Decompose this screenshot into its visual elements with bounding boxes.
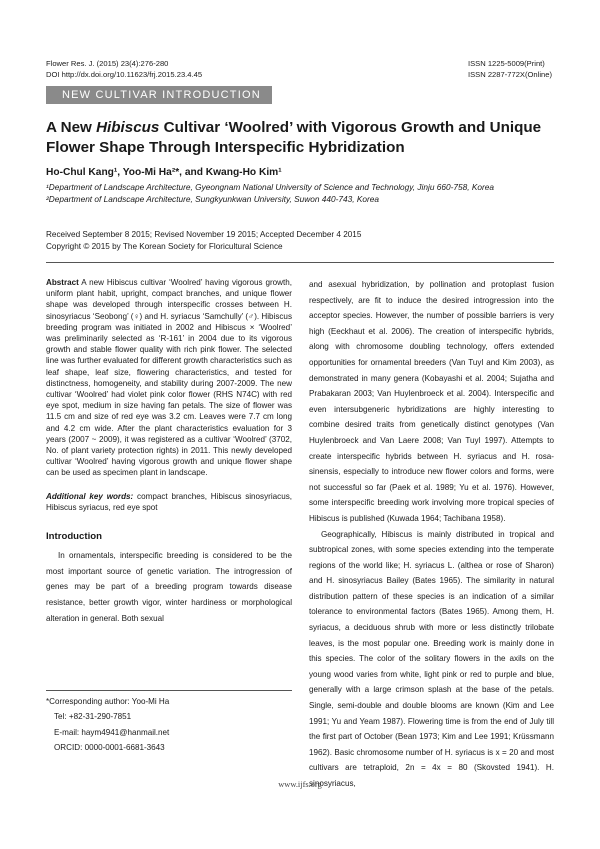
- author-phone: Tel: +82-31-290-7851: [54, 712, 132, 722]
- abstract-text: A new Hibiscus cultivar ‘Woolred’ having vigorous growth, uniform plant habit, upright, compact branches, and unique flower shape was developed through interspecific crosses between H. sinosyriacus ‘Seobong’ (♀) and H. syriacus ‘Samchully’ (♂). Hibiscus breeding program was initiated in 2002 and Hibiscus × ‘Woolred’ was preliminarily selected as ‘R-161’ in 2004 due to its vigorous growth and stable flower quality with rich pink flower. The selected line was further evaluated for different growth characteristics such as leaf shape, leaf size, flowering characteristics, and tested for distinctness, homogeneity, and stability during 2007-2009. The new cultivar ‘Woolred’ had violet pink color flower (RHS N74C) with red eye spot, medium in size having fan petals. The size of flower was 11.5 cm and size of red eye was 3.2 cm. Leaves were 7.7 cm long and 4.2 cm wide. After the plant characteristics evaluation for 3 years (2007 ~ 2009), it was registered as a cultivar ‘Woolred’ (3702, No. of plant variety protection rights) in 2011. This newly developed cultivar ‘Woolred’ having vigorous growth and unique flower shape can be used as specimen plant in landscape.: [46, 278, 292, 478]
- footer-url[interactable]: www.ijfs.org: [278, 780, 322, 789]
- keywords-label: Additional key words:: [46, 491, 134, 501]
- affiliation-1: ¹Department of Landscape Architecture, Gyeongnam National University of Science and Technology, Jinju 660-758, Korea: [46, 182, 494, 192]
- article-title: A New Hibiscus Cultivar ‘Woolred’ with Vigorous Growth and Unique Flower Shape Through Interspecific Hybridization: [46, 119, 542, 156]
- introduction-text: In ornamentals, interspecific breeding is considered to be the most important source of genetic variation. The introgression of genes may be part of a breeding program towards disease resistance, better growth vigor, winter hardiness or morphological alteration in general. Both sexual: [46, 551, 292, 623]
- article-type-banner: NEW CULTIVAR INTRODUCTION: [46, 86, 272, 104]
- right-paragraph-1: and asexual hybridization, by pollination and protoplast fusion respectively, are fit to induce the desired introgression into the acceptor species. However, the number of possible barriers is very high (Eeckhaut et al. 2006). The creation of interspecific hybrids, along with chromosome doubling technology, offers extended opportunities for ornamental breeders (Van Tuyl and Kim 2003), as demonstrated in many genera (Kobayashi et al. 2004; Sujatha and Prabakaran 2003; Van Huylenbroeck et al. 2004). Interspecific and even intersubgeneric hybridizations are highly interesting to combine desired traits from genetically distinct genotypes (Van Huylenbroeck and Van Laere 2008; Van Tuyl 1997). Attempts to create interspecific hybrids between H. syriacus and H. rosa-sinensis, especially to introduce new flower colors and forms, were not successful so far (Paek et al. 1989; Yu et al. 1976). However, some interspecific breeding work involving more tropical species of Hibiscus is published (Kuwada 1964; Tachibana 1958).: [309, 280, 554, 523]
- received-dates: Received September 8 2015; Revised November 19 2015; Accepted December 4 2015: [46, 230, 362, 239]
- left-column: [46, 277, 292, 626]
- authors: Ho-Chul Kang¹, Yoo-Mi Ha²*, and Kwang-Ho Kim¹: [46, 167, 282, 178]
- issn-print: ISSN 1225-5009(Print): [468, 59, 545, 68]
- author-email[interactable]: E-mail: haym4941@hanmail.net: [54, 727, 170, 737]
- affiliations: [46, 181, 566, 205]
- affiliation-2: ²Department of Landscape Architecture, Sungkyunkwan University, Suwon 440-743, Korea: [46, 194, 379, 204]
- issn-online: ISSN 2287-772X(Online): [468, 70, 552, 79]
- abstract-label: Abstract: [46, 278, 79, 287]
- abstract: [46, 277, 292, 479]
- doi-link[interactable]: DOI http://dx.doi.org/10.11623/frj.2015.23.4.45: [46, 70, 203, 79]
- journal-citation: Flower Res. J. (2015) 23(4):276-280: [46, 59, 169, 68]
- footnote-divider: [46, 690, 292, 691]
- corresponding-author-footnote: [46, 694, 292, 756]
- copyright: Copyright © 2015 by The Korean Society for Floricultural Science: [46, 242, 283, 251]
- title-genus: Hibiscus: [96, 119, 160, 136]
- right-paragraph-2: Geographically, Hibiscus is mainly distributed in tropical and subtropical zones, with some species extending into the temperate regions of the world like; H. syriacus L. (althea or rose of Sharon) and H. sinosyriacus Bailey (Bates 1965). The similarity in natural distribution pattern of these species is an indication of a similar tolerance to environmental factors (Bates 1965). Among them, H. syriacus, a deciduous shrub with more or less distinctly trilobate leaves, is the most popular one. Breeding work is mainly done in this species. The color of the solitary flowers in the axils on the young wood varies from white, light pink or red to purple and blue, generally with a large crimson splash at the base of the petals. Single, semi-double and double blooms are known (Kim and Lee 1991; Yu and Yeam 1987). Flowering time is from the end of July till the first part of October (Bean 1973; Kim and Lee 1991; Krüssmann 1962). Basic chromosome number of H. syriacus is x = 20 and most cultivars are tetraploid, 2n = 4x = 80 (Skovsted 1941). H. sinosyriacus,: [309, 529, 554, 788]
- article-dates: [46, 229, 361, 253]
- corresponding-author: *Corresponding author: Yoo-Mi Ha: [46, 697, 170, 706]
- author-orcid: ORCID: 0000-0001-6681-3643: [54, 743, 165, 753]
- top-divider: [46, 262, 554, 263]
- journal-header: [46, 58, 202, 80]
- right-column: [309, 277, 554, 792]
- introduction-heading: Introduction: [46, 531, 102, 543]
- keywords-text: compact branches, Hibiscus sinosyriacus, Hibiscus syriacus, red eye spot: [46, 491, 292, 512]
- keywords: [46, 491, 292, 513]
- issn-block: [468, 58, 552, 80]
